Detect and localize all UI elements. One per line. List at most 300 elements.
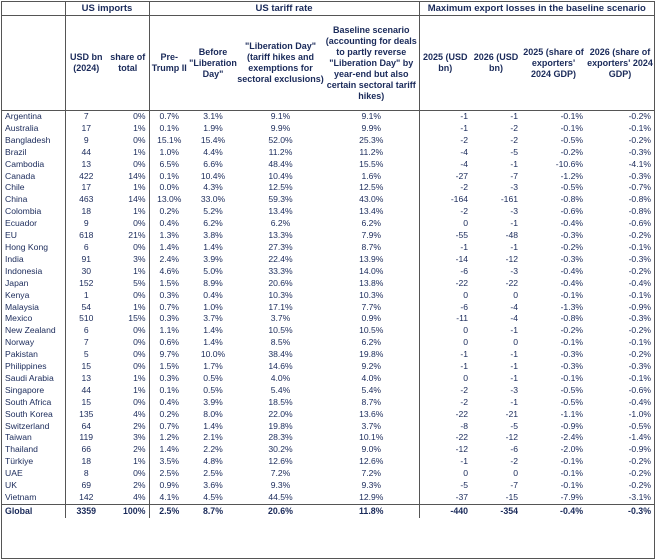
cell-usd-bn: 69 xyxy=(65,480,107,492)
cell-baseline: 5.4% xyxy=(361,384,382,395)
cell-usd-bn: 6 xyxy=(65,325,107,337)
table-row xyxy=(2,194,654,206)
cell-pre-trump: 0.4% xyxy=(149,218,189,230)
cell-loss-2025-gdp: -0.4% xyxy=(560,277,584,288)
table-row xyxy=(2,492,654,504)
cell-lib-day: 12.5% xyxy=(268,182,293,193)
cell-usd-bn: 7 xyxy=(65,337,107,349)
cell-share: 0% xyxy=(133,111,146,121)
cell-loss-2025-usd: -440 xyxy=(419,504,471,518)
cell-share: 1% xyxy=(133,182,146,193)
cell-loss-2026-gdp: -0.7% xyxy=(628,182,652,193)
cell-loss-2025-usd: -1 xyxy=(419,456,471,468)
cell-before-lib: 3.7% xyxy=(203,313,223,324)
cell-usd-bn: 9 xyxy=(65,218,107,230)
cell-loss-2026-gdp: -4.1% xyxy=(628,158,652,169)
cell-country: Brazil xyxy=(5,146,27,157)
cell-baseline: 12.6% xyxy=(359,456,384,467)
cell-share: 15% xyxy=(128,313,146,324)
group-us-imports: US imports xyxy=(65,2,149,16)
table-row xyxy=(2,218,654,230)
cell-usd-bn: 15 xyxy=(65,397,107,409)
cell-usd-bn: 510 xyxy=(65,313,107,325)
cell-loss-2025-usd: -12 xyxy=(419,444,471,456)
cell-loss-2025-usd: -4 xyxy=(419,147,471,159)
cell-before-lib: 1.4% xyxy=(203,420,223,431)
cell-baseline: 15.5% xyxy=(359,158,384,169)
table-row xyxy=(2,337,654,349)
cell-loss-2025-gdp: -0.2% xyxy=(560,325,584,336)
cell-usd-bn: 6 xyxy=(65,242,107,254)
cell-loss-2026-gdp: -0.3% xyxy=(586,504,654,518)
cell-before-lib: 2.2% xyxy=(203,444,223,455)
cell-pre-trump: 4.6% xyxy=(149,266,189,278)
cell-usd-bn: 44 xyxy=(65,385,107,397)
cell-loss-2026-gdp: -0.4% xyxy=(628,396,652,407)
cell-loss-2025-gdp: -0.1% xyxy=(560,122,584,133)
cell-loss-2026-gdp: -0.2% xyxy=(628,468,652,479)
cell-lib-day: 19.8% xyxy=(268,420,293,431)
table-row xyxy=(2,254,654,266)
cell-loss-2025-usd: -6 xyxy=(419,302,471,314)
cell-share: 0% xyxy=(133,134,146,145)
cell-country: Thailand xyxy=(5,444,38,455)
cell-loss-2026-gdp: -0.3% xyxy=(628,146,652,157)
cell-loss-2025-gdp: -0.8% xyxy=(560,194,584,205)
cell-loss-2026-gdp: -0.9% xyxy=(628,301,652,312)
cell-country: Singapore xyxy=(5,384,45,395)
cell-loss-2026-gdp: -0.1% xyxy=(628,122,652,133)
cell-baseline: 25.3% xyxy=(359,134,384,145)
cell-loss-2025-usd: -1 xyxy=(419,242,471,254)
cell-loss-2026-gdp: -0.2% xyxy=(628,134,652,145)
cell-pre-trump: 1.3% xyxy=(149,230,189,242)
cell-loss-2025-usd: 0 xyxy=(419,337,471,349)
cell-baseline: 11.2% xyxy=(359,146,384,157)
header-2025-usd: 2025 (USD bn) xyxy=(419,16,471,111)
cell-loss-2026-usd: -2 xyxy=(510,134,519,145)
cell-loss-2025-usd: -2 xyxy=(419,385,471,397)
cell-baseline: 12.9% xyxy=(359,492,384,502)
table-row xyxy=(2,159,654,171)
table-row xyxy=(2,361,654,373)
header-country xyxy=(2,16,65,111)
cell-lib-day: 33.3% xyxy=(268,265,293,276)
cell-loss-2026-usd: -21 xyxy=(505,408,519,419)
cell-usd-bn: 44 xyxy=(65,147,107,159)
cell-share: 2% xyxy=(133,420,146,431)
cell-loss-2026-gdp: -0.3% xyxy=(628,253,652,264)
cell-share: 1% xyxy=(133,372,146,383)
cell-usd-bn: 422 xyxy=(65,171,107,183)
table-row xyxy=(2,373,654,385)
cell-baseline: 14.0% xyxy=(359,265,384,276)
cell-before-lib: 15.4% xyxy=(200,134,226,145)
cell-loss-2025-gdp: -2.0% xyxy=(560,444,584,455)
cell-before-lib: 10.4% xyxy=(200,170,226,181)
cell-lib-day: 9.9% xyxy=(270,122,291,133)
cell-share: 1% xyxy=(133,122,146,133)
cell-loss-2025-gdp: -0.3% xyxy=(560,253,584,264)
cell-pre-trump: 0.0% xyxy=(149,182,189,194)
cell-loss-2026-usd: -22 xyxy=(505,277,519,288)
cell-lib-day: 12.6% xyxy=(268,456,293,467)
cell-loss-2026-usd: -354 xyxy=(471,504,521,518)
cell-usd-bn: 1 xyxy=(65,290,107,302)
cell-baseline: 0.9% xyxy=(361,313,382,324)
cell-lib-day: 27.3% xyxy=(268,241,293,252)
cell-share: 0% xyxy=(133,337,146,348)
cell-loss-2025-usd: -5 xyxy=(419,480,471,492)
cell-country: China xyxy=(5,194,28,205)
header-group-row xyxy=(2,2,654,16)
table-row xyxy=(2,409,654,421)
cell-usd-bn: 119 xyxy=(65,432,107,444)
cell-pre-trump: 1.1% xyxy=(149,325,189,337)
cell-pre-trump: 0.4% xyxy=(149,397,189,409)
table-body xyxy=(2,111,654,505)
cell-loss-2025-usd: -27 xyxy=(419,171,471,183)
cell-usd-bn: 3359 xyxy=(65,504,107,518)
cell-usd-bn: 66 xyxy=(65,444,107,456)
cell-baseline: 4.0% xyxy=(361,372,382,383)
header-baseline: Baseline scenario (accounting for deals to partly reverse "Liberation Day" by year-end but also certain sectoral tariff hikes) xyxy=(324,16,419,111)
cell-lib-day: 28.3% xyxy=(268,432,293,443)
cell-pre-trump: 2.5% xyxy=(149,504,189,518)
cell-country: Norway xyxy=(5,337,35,348)
cell-baseline: 9.0% xyxy=(361,444,382,455)
cell-country: Türkiye xyxy=(5,456,34,467)
cell-loss-2025-usd: -37 xyxy=(419,492,471,504)
cell-loss-2025-usd: -1 xyxy=(419,111,471,123)
cell-share: 100% xyxy=(107,504,149,518)
cell-before-lib: 8.9% xyxy=(203,277,223,288)
cell-share: 4% xyxy=(133,492,146,502)
cell-country: Switzerland xyxy=(5,420,50,431)
cell-before-lib: 1.7% xyxy=(203,361,223,372)
cell-share: 1% xyxy=(133,301,146,312)
cell-loss-2026-gdp: -0.2% xyxy=(628,230,652,241)
cell-usd-bn: 91 xyxy=(65,254,107,266)
tariff-table xyxy=(2,2,654,518)
cell-loss-2026-usd: -12 xyxy=(505,432,519,443)
cell-loss-2025-usd: 0 xyxy=(419,468,471,480)
cell-loss-2025-gdp: -0.3% xyxy=(560,361,584,372)
cell-pre-trump: 1.4% xyxy=(149,444,189,456)
cell-lib-day: 20.6% xyxy=(268,277,293,288)
cell-before-lib: 3.1% xyxy=(203,111,223,121)
cell-share: 0% xyxy=(133,361,146,372)
cell-baseline: 9.3% xyxy=(361,480,382,491)
cell-loss-2025-gdp: -0.5% xyxy=(560,396,584,407)
cell-loss-2026-usd: -1 xyxy=(510,241,519,252)
cell-baseline: 3.7% xyxy=(361,420,382,431)
cell-loss-2025-usd: -2 xyxy=(419,397,471,409)
table-row xyxy=(2,397,654,409)
cell-loss-2026-usd: -1 xyxy=(510,218,519,229)
table-row xyxy=(2,456,654,468)
cell-country: Philippines xyxy=(5,361,47,372)
cell-share: 2% xyxy=(133,444,146,455)
header-before-lib: Before "Liberation Day" xyxy=(189,16,237,111)
cell-baseline: 7.7% xyxy=(361,301,382,312)
cell-country: South Africa xyxy=(5,396,52,407)
table-row xyxy=(2,171,654,183)
cell-loss-2026-usd: -4 xyxy=(510,301,519,312)
cell-loss-2025-usd: -1 xyxy=(419,123,471,135)
cell-pre-trump: 1.5% xyxy=(149,278,189,290)
cell-lib-day: 4.0% xyxy=(270,372,291,383)
cell-usd-bn: 18 xyxy=(65,206,107,218)
cell-lib-day: 17.1% xyxy=(268,301,293,312)
cell-lib-day: 6.2% xyxy=(270,218,291,229)
cell-before-lib: 3.8% xyxy=(203,230,223,241)
cell-loss-2026-usd: -1 xyxy=(510,158,519,169)
cell-usd-bn: 5 xyxy=(65,349,107,361)
cell-pre-trump: 1.5% xyxy=(149,361,189,373)
cell-before-lib: 3.9% xyxy=(203,396,223,407)
cell-before-lib: 2.1% xyxy=(203,432,223,443)
cell-loss-2025-usd: -1 xyxy=(419,361,471,373)
cell-pre-trump: 0.6% xyxy=(149,337,189,349)
cell-before-lib: 10.0% xyxy=(200,349,226,360)
cell-lib-day: 22.4% xyxy=(268,253,293,264)
cell-loss-2025-gdp: -0.2% xyxy=(560,241,584,252)
cell-loss-2026-gdp: -0.1% xyxy=(628,289,652,300)
cell-loss-2026-usd: -1 xyxy=(510,372,519,383)
table-row xyxy=(2,135,654,147)
header-share: share of total xyxy=(107,16,149,111)
cell-loss-2025-gdp: -0.1% xyxy=(560,468,584,479)
cell-loss-2026-gdp: -1.4% xyxy=(628,432,652,443)
cell-before-lib: 4.4% xyxy=(203,146,223,157)
table-row xyxy=(2,111,654,123)
cell-loss-2025-gdp: -0.1% xyxy=(560,111,584,121)
cell-loss-2026-usd: -48 xyxy=(505,230,519,241)
cell-loss-2025-gdp: -0.1% xyxy=(560,456,584,467)
table-row xyxy=(2,147,654,159)
cell-country: Indonesia xyxy=(5,265,43,276)
table-row xyxy=(2,432,654,444)
cell-pre-trump: 1.2% xyxy=(149,432,189,444)
cell-country: Hong Kong xyxy=(5,241,49,252)
table-row xyxy=(2,278,654,290)
cell-country: Ecuador xyxy=(5,218,38,229)
table-row xyxy=(2,290,654,302)
cell-loss-2026-gdp: -0.3% xyxy=(628,361,652,372)
cell-baseline: 1.6% xyxy=(361,170,382,181)
cell-loss-2026-usd: -3 xyxy=(510,206,519,217)
cell-pre-trump: 0.3% xyxy=(149,373,189,385)
header-blank xyxy=(2,2,65,16)
cell-pre-trump: 13.0% xyxy=(149,194,189,206)
cell-lib-day: 10.3% xyxy=(268,289,293,300)
cell-country: Kenya xyxy=(5,289,30,300)
cell-country: Pakistan xyxy=(5,349,38,360)
cell-pre-trump: 0.3% xyxy=(149,290,189,302)
cell-pre-trump: 0.1% xyxy=(149,385,189,397)
cell-lib-day: 9.1% xyxy=(270,111,291,121)
cell-before-lib: 1.4% xyxy=(203,325,223,336)
cell-lib-day: 11.2% xyxy=(268,146,293,157)
cell-loss-2025-gdp: -0.4% xyxy=(560,265,584,276)
cell-loss-2025-gdp: -0.1% xyxy=(560,372,584,383)
cell-country: South Korea xyxy=(5,408,53,419)
cell-baseline: 8.7% xyxy=(361,396,382,407)
table-row xyxy=(2,313,654,325)
cell-baseline: 9.9% xyxy=(361,122,382,133)
table-row xyxy=(2,468,654,480)
cell-loss-2026-gdp: -0.2% xyxy=(628,456,652,467)
cell-loss-2026-usd: -3 xyxy=(510,182,519,193)
table-row xyxy=(2,421,654,433)
cell-share: 1% xyxy=(133,456,146,467)
cell-loss-2025-gdp: -0.5% xyxy=(560,182,584,193)
cell-loss-2025-usd: -4 xyxy=(419,159,471,171)
cell-pre-trump: 3.5% xyxy=(149,456,189,468)
cell-lib-day: 38.4% xyxy=(268,349,293,360)
cell-loss-2025-usd: -2 xyxy=(419,182,471,194)
cell-loss-2026-usd: -4 xyxy=(510,313,519,324)
table-row xyxy=(2,242,654,254)
cell-country: Taiwan xyxy=(5,432,32,443)
cell-share: 3% xyxy=(133,432,146,443)
cell-loss-2026-usd: -12 xyxy=(505,253,519,264)
table-row xyxy=(2,385,654,397)
cell-loss-2025-usd: -22 xyxy=(419,278,471,290)
table-row xyxy=(2,325,654,337)
cell-loss-2026-usd: -2 xyxy=(510,456,519,467)
cell-pre-trump: 0.3% xyxy=(149,313,189,325)
cell-lib-day: 8.5% xyxy=(270,337,291,348)
cell-usd-bn: 463 xyxy=(65,194,107,206)
cell-loss-2026-gdp: -0.2% xyxy=(628,265,652,276)
header-2026-gdp: 2026 (share of exporters' 2024 GDP) xyxy=(586,16,654,111)
cell-loss-2026-usd: -7 xyxy=(510,170,519,181)
cell-loss-2025-gdp: -0.1% xyxy=(560,480,584,491)
header-2026-usd: 2026 (USD bn) xyxy=(471,16,521,111)
cell-pre-trump: 6.5% xyxy=(149,159,189,171)
cell-usd-bn: 54 xyxy=(65,302,107,314)
cell-loss-2025-gdp: -0.1% xyxy=(560,289,584,300)
cell-pre-trump: 0.7% xyxy=(149,421,189,433)
cell-before-lib: 8.7% xyxy=(189,504,237,518)
cell-loss-2026-usd: -3 xyxy=(510,265,519,276)
cell-usd-bn: 13 xyxy=(65,373,107,385)
cell-lib-day: 7.2% xyxy=(270,468,291,479)
cell-loss-2026-usd: 0 xyxy=(513,337,519,348)
cell-loss-2026-usd: -7 xyxy=(510,480,519,491)
cell-baseline: 10.3% xyxy=(359,289,384,300)
cell-loss-2025-gdp: -1.1% xyxy=(560,408,584,419)
cell-country: Bangladesh xyxy=(5,134,51,145)
cell-lib-day: 44.5% xyxy=(268,492,293,502)
cell-share: 5% xyxy=(133,277,146,288)
cell-before-lib: 1.0% xyxy=(203,301,223,312)
cell-usd-bn: 17 xyxy=(65,182,107,194)
cell-loss-2026-usd: -1 xyxy=(510,349,519,360)
tariff-table-sheet xyxy=(1,1,655,559)
cell-pre-trump: 0.7% xyxy=(149,302,189,314)
cell-usd-bn: 142 xyxy=(65,492,107,504)
cell-baseline: 13.6% xyxy=(359,408,384,419)
cell-usd-bn: 135 xyxy=(65,409,107,421)
cell-pre-trump: 2.4% xyxy=(149,254,189,266)
cell-before-lib: 6.6% xyxy=(203,158,223,169)
cell-share: 0% xyxy=(133,241,146,252)
cell-pre-trump: 0.1% xyxy=(149,123,189,135)
cell-loss-2026-gdp: -0.2% xyxy=(628,111,652,121)
cell-country: Colombia xyxy=(5,206,42,217)
cell-loss-2025-gdp: -0.4% xyxy=(521,504,586,518)
cell-baseline: 8.7% xyxy=(361,241,382,252)
cell-country: Cambodia xyxy=(5,158,45,169)
cell-usd-bn: 13 xyxy=(65,159,107,171)
cell-loss-2025-usd: -6 xyxy=(419,266,471,278)
cell-lib-day: 18.5% xyxy=(268,396,293,407)
cell-loss-2026-gdp: -0.2% xyxy=(628,325,652,336)
cell-loss-2025-usd: 0 xyxy=(419,218,471,230)
table-row xyxy=(2,123,654,135)
cell-loss-2026-usd: -5 xyxy=(510,146,519,157)
table-row xyxy=(2,349,654,361)
cell-loss-2026-usd: 0 xyxy=(513,289,519,300)
cell-lib-day: 48.4% xyxy=(268,158,293,169)
cell-country: Australia xyxy=(5,122,39,133)
cell-loss-2025-usd: -22 xyxy=(419,409,471,421)
cell-share: 1% xyxy=(133,206,146,217)
cell-baseline: 10.5% xyxy=(359,325,384,336)
cell-baseline: 6.2% xyxy=(361,218,382,229)
cell-baseline: 12.5% xyxy=(359,182,384,193)
cell-baseline: 13.4% xyxy=(359,206,384,217)
cell-loss-2025-gdp: -0.8% xyxy=(560,313,584,324)
cell-before-lib: 5.2% xyxy=(203,206,223,217)
cell-share: 0% xyxy=(133,325,146,336)
table-row xyxy=(2,206,654,218)
cell-before-lib: 5.0% xyxy=(203,265,223,276)
table-row xyxy=(2,230,654,242)
cell-usd-bn: 15 xyxy=(65,361,107,373)
cell-share: 3% xyxy=(133,253,146,264)
cell-loss-2025-gdp: -0.3% xyxy=(560,230,584,241)
cell-share: 14% xyxy=(128,170,146,181)
cell-loss-2025-gdp: -0.3% xyxy=(560,349,584,360)
cell-country: India xyxy=(5,253,24,264)
cell-loss-2026-gdp: -0.8% xyxy=(628,194,652,205)
cell-loss-2026-usd: -1 xyxy=(510,396,519,407)
cell-loss-2025-gdp: -7.9% xyxy=(560,492,584,502)
cell-country: Japan xyxy=(5,277,29,288)
cell-lib-day: 22.0% xyxy=(268,408,293,419)
cell-country: UAE xyxy=(5,468,23,479)
cell-loss-2025-gdp: -0.4% xyxy=(560,218,584,229)
cell-loss-2026-gdp: -0.8% xyxy=(628,206,652,217)
cell-loss-2025-gdp: -0.1% xyxy=(560,337,584,348)
cell-usd-bn: 64 xyxy=(65,421,107,433)
cell-loss-2025-gdp: -10.6% xyxy=(555,158,584,169)
cell-before-lib: 8.0% xyxy=(203,408,223,419)
cell-pre-trump: 1.0% xyxy=(149,147,189,159)
cell-loss-2026-usd: -1 xyxy=(510,111,519,121)
cell-before-lib: 6.2% xyxy=(203,218,223,229)
cell-share: 0% xyxy=(133,158,146,169)
cell-loss-2025-gdp: -1.2% xyxy=(560,170,584,181)
header-2025-gdp: 2025 (share of exporters' 2024 GDP) xyxy=(521,16,586,111)
cell-lib-day: 59.3% xyxy=(268,194,293,205)
cell-share: 1% xyxy=(133,384,146,395)
cell-lib-day: 30.2% xyxy=(268,444,293,455)
